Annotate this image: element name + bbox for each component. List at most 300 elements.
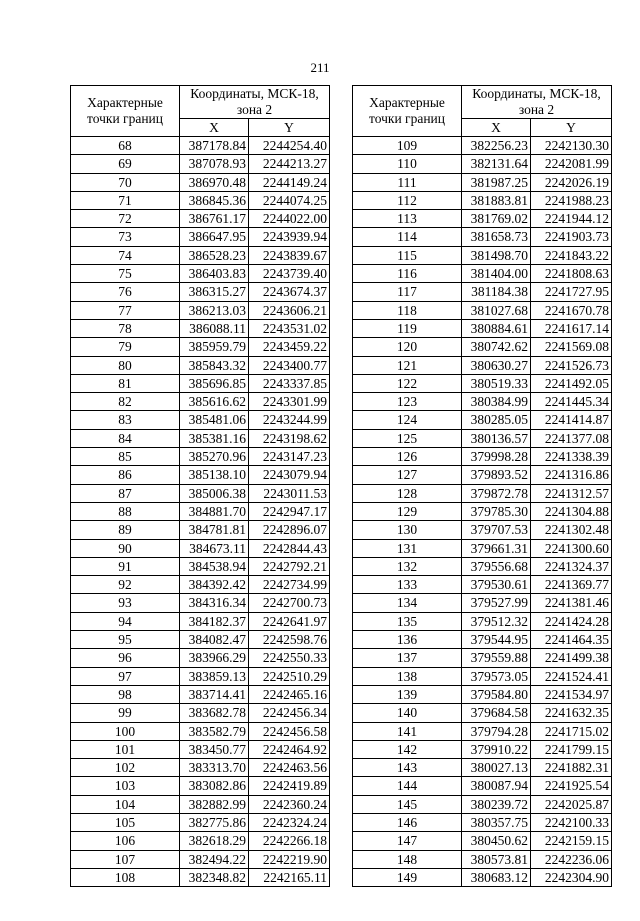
y-coordinate: 2241445.34 bbox=[531, 393, 612, 411]
table-row bbox=[71, 795, 330, 813]
table-row bbox=[71, 667, 330, 685]
y-coordinate: 2242463.56 bbox=[249, 759, 330, 777]
y-coordinate: 2241808.63 bbox=[531, 265, 612, 283]
x-coordinate: 380357.75 bbox=[462, 813, 531, 831]
y-coordinate: 2244022.00 bbox=[249, 210, 330, 228]
y-coordinate: 2241492.05 bbox=[531, 374, 612, 392]
coordinates-table-right bbox=[352, 85, 612, 887]
y-coordinate: 2242456.34 bbox=[249, 704, 330, 722]
point-number: 138 bbox=[353, 667, 462, 685]
point-number: 98 bbox=[71, 685, 180, 703]
x-coordinate: 383582.79 bbox=[180, 722, 249, 740]
point-number: 134 bbox=[353, 594, 462, 612]
x-coordinate: 380285.05 bbox=[462, 411, 531, 429]
y-coordinate: 2241727.95 bbox=[531, 283, 612, 301]
table-row bbox=[353, 338, 612, 356]
table-row bbox=[71, 850, 330, 868]
y-coordinate: 2241843.22 bbox=[531, 246, 612, 264]
table-row bbox=[353, 521, 612, 539]
point-number: 120 bbox=[353, 338, 462, 356]
point-number: 131 bbox=[353, 539, 462, 557]
y-coordinate: 2241312.57 bbox=[531, 484, 612, 502]
x-coordinate: 379584.80 bbox=[462, 685, 531, 703]
x-coordinate: 381027.68 bbox=[462, 301, 531, 319]
point-number: 113 bbox=[353, 210, 462, 228]
table-row bbox=[71, 502, 330, 520]
table-row bbox=[71, 722, 330, 740]
y-coordinate: 2242360.24 bbox=[249, 795, 330, 813]
table-row bbox=[353, 539, 612, 557]
y-coordinate: 2242700.73 bbox=[249, 594, 330, 612]
table-body-right bbox=[353, 137, 612, 887]
x-coordinate: 384881.70 bbox=[180, 502, 249, 520]
y-coordinate: 2242219.90 bbox=[249, 850, 330, 868]
table-row bbox=[71, 137, 330, 155]
y-coordinate: 2243337.85 bbox=[249, 374, 330, 392]
table-row bbox=[353, 777, 612, 795]
x-coordinate: 379910.22 bbox=[462, 740, 531, 758]
y-coordinate: 2243606.21 bbox=[249, 301, 330, 319]
y-coordinate: 2243198.62 bbox=[249, 429, 330, 447]
point-number: 69 bbox=[71, 155, 180, 173]
point-number: 125 bbox=[353, 429, 462, 447]
point-number: 99 bbox=[71, 704, 180, 722]
table-row bbox=[71, 557, 330, 575]
header-boundary-points: Характерные точки границ bbox=[353, 86, 462, 137]
y-coordinate: 2242159.15 bbox=[531, 832, 612, 850]
point-number: 73 bbox=[71, 228, 180, 246]
point-number: 127 bbox=[353, 466, 462, 484]
table-row bbox=[353, 155, 612, 173]
header-y: Y bbox=[531, 119, 612, 137]
point-number: 102 bbox=[71, 759, 180, 777]
point-number: 97 bbox=[71, 667, 180, 685]
table-row bbox=[353, 283, 612, 301]
x-coordinate: 382882.99 bbox=[180, 795, 249, 813]
table-row bbox=[71, 868, 330, 886]
y-coordinate: 2241534.97 bbox=[531, 685, 612, 703]
y-coordinate: 2242510.29 bbox=[249, 667, 330, 685]
x-coordinate: 379556.68 bbox=[462, 557, 531, 575]
x-coordinate: 379893.52 bbox=[462, 466, 531, 484]
x-coordinate: 380087.94 bbox=[462, 777, 531, 795]
y-coordinate: 2242792.21 bbox=[249, 557, 330, 575]
table-row bbox=[71, 612, 330, 630]
table-row bbox=[71, 484, 330, 502]
table-row bbox=[71, 246, 330, 264]
y-coordinate: 2241300.60 bbox=[531, 539, 612, 557]
point-number: 75 bbox=[71, 265, 180, 283]
table-row bbox=[71, 374, 330, 392]
y-coordinate: 2241338.39 bbox=[531, 448, 612, 466]
point-number: 135 bbox=[353, 612, 462, 630]
y-coordinate: 2242130.30 bbox=[531, 137, 612, 155]
table-row bbox=[353, 502, 612, 520]
y-coordinate: 2241324.37 bbox=[531, 557, 612, 575]
x-coordinate: 385270.96 bbox=[180, 448, 249, 466]
y-coordinate: 2243739.40 bbox=[249, 265, 330, 283]
x-coordinate: 382494.22 bbox=[180, 850, 249, 868]
y-coordinate: 2242734.99 bbox=[249, 576, 330, 594]
x-coordinate: 380742.62 bbox=[462, 338, 531, 356]
x-coordinate: 385381.16 bbox=[180, 429, 249, 447]
x-coordinate: 381184.38 bbox=[462, 283, 531, 301]
table-row bbox=[71, 265, 330, 283]
x-coordinate: 386088.11 bbox=[180, 319, 249, 337]
point-number: 77 bbox=[71, 301, 180, 319]
table-row bbox=[71, 356, 330, 374]
x-coordinate: 385696.85 bbox=[180, 374, 249, 392]
point-number: 144 bbox=[353, 777, 462, 795]
x-coordinate: 380630.27 bbox=[462, 356, 531, 374]
table-row bbox=[71, 448, 330, 466]
table-row bbox=[353, 173, 612, 191]
point-number: 79 bbox=[71, 338, 180, 356]
y-coordinate: 2242324.24 bbox=[249, 813, 330, 831]
point-number: 85 bbox=[71, 448, 180, 466]
y-coordinate: 2241715.02 bbox=[531, 722, 612, 740]
y-coordinate: 2242550.33 bbox=[249, 649, 330, 667]
x-coordinate: 380384.99 bbox=[462, 393, 531, 411]
header-y: Y bbox=[249, 119, 330, 137]
point-number: 82 bbox=[71, 393, 180, 411]
y-coordinate: 2241569.08 bbox=[531, 338, 612, 356]
point-number: 95 bbox=[71, 631, 180, 649]
table-row bbox=[353, 649, 612, 667]
y-coordinate: 2242419.89 bbox=[249, 777, 330, 795]
y-coordinate: 2243939.94 bbox=[249, 228, 330, 246]
y-coordinate: 2242266.18 bbox=[249, 832, 330, 850]
point-number: 112 bbox=[353, 191, 462, 209]
x-coordinate: 383313.70 bbox=[180, 759, 249, 777]
table-row bbox=[353, 685, 612, 703]
point-number: 118 bbox=[353, 301, 462, 319]
y-coordinate: 2242464.92 bbox=[249, 740, 330, 758]
point-number: 115 bbox=[353, 246, 462, 264]
y-coordinate: 2244149.24 bbox=[249, 173, 330, 191]
y-coordinate: 2241377.08 bbox=[531, 429, 612, 447]
table-row bbox=[353, 429, 612, 447]
y-coordinate: 2241903.73 bbox=[531, 228, 612, 246]
point-number: 107 bbox=[71, 850, 180, 868]
x-coordinate: 382775.86 bbox=[180, 813, 249, 831]
table-row bbox=[71, 228, 330, 246]
x-coordinate: 383859.13 bbox=[180, 667, 249, 685]
table-row bbox=[353, 137, 612, 155]
table-row bbox=[71, 173, 330, 191]
y-coordinate: 2243011.53 bbox=[249, 484, 330, 502]
y-coordinate: 2242896.07 bbox=[249, 521, 330, 539]
header-x: X bbox=[462, 119, 531, 137]
table-row bbox=[71, 594, 330, 612]
y-coordinate: 2244074.25 bbox=[249, 191, 330, 209]
x-coordinate: 380884.61 bbox=[462, 319, 531, 337]
table-row bbox=[71, 301, 330, 319]
point-number: 123 bbox=[353, 393, 462, 411]
x-coordinate: 380239.72 bbox=[462, 795, 531, 813]
x-coordinate: 379785.30 bbox=[462, 502, 531, 520]
x-coordinate: 382348.82 bbox=[180, 868, 249, 886]
table-row bbox=[353, 576, 612, 594]
y-coordinate: 2242025.87 bbox=[531, 795, 612, 813]
header-coordinates: Координаты, МСК-18, зона 2 bbox=[462, 86, 612, 119]
y-coordinate: 2241988.23 bbox=[531, 191, 612, 209]
table-row bbox=[353, 740, 612, 758]
x-coordinate: 380450.62 bbox=[462, 832, 531, 850]
x-coordinate: 383682.78 bbox=[180, 704, 249, 722]
table-row bbox=[71, 191, 330, 209]
header-x: X bbox=[180, 119, 249, 137]
x-coordinate: 380519.33 bbox=[462, 374, 531, 392]
table-row bbox=[71, 740, 330, 758]
point-number: 88 bbox=[71, 502, 180, 520]
point-number: 126 bbox=[353, 448, 462, 466]
point-number: 68 bbox=[71, 137, 180, 155]
table-row bbox=[353, 246, 612, 264]
table-row bbox=[71, 576, 330, 594]
y-coordinate: 2242236.06 bbox=[531, 850, 612, 868]
x-coordinate: 379872.78 bbox=[462, 484, 531, 502]
x-coordinate: 385138.10 bbox=[180, 466, 249, 484]
x-coordinate: 379661.31 bbox=[462, 539, 531, 557]
x-coordinate: 383082.86 bbox=[180, 777, 249, 795]
point-number: 132 bbox=[353, 557, 462, 575]
y-coordinate: 2241670.78 bbox=[531, 301, 612, 319]
y-coordinate: 2242465.16 bbox=[249, 685, 330, 703]
x-coordinate: 384392.42 bbox=[180, 576, 249, 594]
table-row bbox=[353, 612, 612, 630]
x-coordinate: 386528.23 bbox=[180, 246, 249, 264]
table-row bbox=[353, 704, 612, 722]
table-row bbox=[353, 850, 612, 868]
table-row bbox=[353, 210, 612, 228]
point-number: 142 bbox=[353, 740, 462, 758]
point-number: 81 bbox=[71, 374, 180, 392]
y-coordinate: 2243244.99 bbox=[249, 411, 330, 429]
x-coordinate: 381658.73 bbox=[462, 228, 531, 246]
y-coordinate: 2241617.14 bbox=[531, 319, 612, 337]
point-number: 83 bbox=[71, 411, 180, 429]
table-row bbox=[353, 301, 612, 319]
y-coordinate: 2242165.11 bbox=[249, 868, 330, 886]
y-coordinate: 2241499.38 bbox=[531, 649, 612, 667]
point-number: 149 bbox=[353, 868, 462, 886]
point-number: 146 bbox=[353, 813, 462, 831]
x-coordinate: 384316.34 bbox=[180, 594, 249, 612]
table-row bbox=[71, 521, 330, 539]
point-number: 74 bbox=[71, 246, 180, 264]
table-row bbox=[353, 667, 612, 685]
y-coordinate: 2243839.67 bbox=[249, 246, 330, 264]
table-row bbox=[71, 210, 330, 228]
point-number: 101 bbox=[71, 740, 180, 758]
point-number: 119 bbox=[353, 319, 462, 337]
y-coordinate: 2241381.46 bbox=[531, 594, 612, 612]
x-coordinate: 384781.81 bbox=[180, 521, 249, 539]
point-number: 76 bbox=[71, 283, 180, 301]
point-number: 86 bbox=[71, 466, 180, 484]
table-row bbox=[353, 448, 612, 466]
y-coordinate: 2241882.31 bbox=[531, 759, 612, 777]
x-coordinate: 386970.48 bbox=[180, 173, 249, 191]
point-number: 103 bbox=[71, 777, 180, 795]
x-coordinate: 387078.93 bbox=[180, 155, 249, 173]
point-number: 137 bbox=[353, 649, 462, 667]
point-number: 105 bbox=[71, 813, 180, 831]
table-row bbox=[71, 429, 330, 447]
header-boundary-points: Характерные точки границ bbox=[71, 86, 180, 137]
table-row bbox=[71, 338, 330, 356]
table-row bbox=[71, 704, 330, 722]
table-row bbox=[353, 265, 612, 283]
point-number: 109 bbox=[353, 137, 462, 155]
x-coordinate: 385481.06 bbox=[180, 411, 249, 429]
point-number: 114 bbox=[353, 228, 462, 246]
table-row bbox=[353, 374, 612, 392]
y-coordinate: 2243301.99 bbox=[249, 393, 330, 411]
point-number: 133 bbox=[353, 576, 462, 594]
table-row bbox=[71, 685, 330, 703]
y-coordinate: 2243079.94 bbox=[249, 466, 330, 484]
y-coordinate: 2241944.12 bbox=[531, 210, 612, 228]
x-coordinate: 381769.02 bbox=[462, 210, 531, 228]
point-number: 136 bbox=[353, 631, 462, 649]
x-coordinate: 379998.28 bbox=[462, 448, 531, 466]
y-coordinate: 2241369.77 bbox=[531, 576, 612, 594]
table-row bbox=[353, 191, 612, 209]
table-row bbox=[353, 594, 612, 612]
point-number: 106 bbox=[71, 832, 180, 850]
point-number: 94 bbox=[71, 612, 180, 630]
point-number: 147 bbox=[353, 832, 462, 850]
x-coordinate: 383450.77 bbox=[180, 740, 249, 758]
point-number: 70 bbox=[71, 173, 180, 191]
y-coordinate: 2241316.86 bbox=[531, 466, 612, 484]
point-number: 72 bbox=[71, 210, 180, 228]
point-number: 141 bbox=[353, 722, 462, 740]
x-coordinate: 384673.11 bbox=[180, 539, 249, 557]
point-number: 116 bbox=[353, 265, 462, 283]
y-coordinate: 2241304.88 bbox=[531, 502, 612, 520]
page-number: 211 bbox=[310, 60, 330, 75]
y-coordinate: 2241424.28 bbox=[531, 612, 612, 630]
x-coordinate: 386213.03 bbox=[180, 301, 249, 319]
x-coordinate: 379684.58 bbox=[462, 704, 531, 722]
y-coordinate: 2242641.97 bbox=[249, 612, 330, 630]
y-coordinate: 2242844.43 bbox=[249, 539, 330, 557]
point-number: 93 bbox=[71, 594, 180, 612]
table-row bbox=[71, 631, 330, 649]
x-coordinate: 386403.83 bbox=[180, 265, 249, 283]
x-coordinate: 385616.62 bbox=[180, 393, 249, 411]
point-number: 139 bbox=[353, 685, 462, 703]
point-number: 90 bbox=[71, 539, 180, 557]
x-coordinate: 385959.79 bbox=[180, 338, 249, 356]
point-number: 121 bbox=[353, 356, 462, 374]
y-coordinate: 2241526.73 bbox=[531, 356, 612, 374]
y-coordinate: 2243400.77 bbox=[249, 356, 330, 374]
table-row bbox=[353, 557, 612, 575]
x-coordinate: 379527.99 bbox=[462, 594, 531, 612]
table-row bbox=[353, 759, 612, 777]
y-coordinate: 2244254.40 bbox=[249, 137, 330, 155]
x-coordinate: 379530.61 bbox=[462, 576, 531, 594]
table-row bbox=[353, 795, 612, 813]
table-row bbox=[71, 393, 330, 411]
table-row bbox=[353, 411, 612, 429]
y-coordinate: 2242304.90 bbox=[531, 868, 612, 886]
table-row bbox=[353, 466, 612, 484]
table-row bbox=[353, 356, 612, 374]
table-row bbox=[353, 484, 612, 502]
x-coordinate: 380027.13 bbox=[462, 759, 531, 777]
x-coordinate: 380136.57 bbox=[462, 429, 531, 447]
y-coordinate: 2241414.87 bbox=[531, 411, 612, 429]
table-row bbox=[71, 319, 330, 337]
table-row bbox=[353, 813, 612, 831]
point-number: 122 bbox=[353, 374, 462, 392]
y-coordinate: 2243531.02 bbox=[249, 319, 330, 337]
table-row bbox=[353, 228, 612, 246]
point-number: 124 bbox=[353, 411, 462, 429]
point-number: 84 bbox=[71, 429, 180, 447]
table-row bbox=[71, 813, 330, 831]
y-coordinate: 2242100.33 bbox=[531, 813, 612, 831]
table-row bbox=[71, 466, 330, 484]
y-coordinate: 2242947.17 bbox=[249, 502, 330, 520]
x-coordinate: 379512.32 bbox=[462, 612, 531, 630]
point-number: 110 bbox=[353, 155, 462, 173]
table-row bbox=[353, 868, 612, 886]
point-number: 143 bbox=[353, 759, 462, 777]
x-coordinate: 380573.81 bbox=[462, 850, 531, 868]
point-number: 140 bbox=[353, 704, 462, 722]
y-coordinate: 2242026.19 bbox=[531, 173, 612, 191]
table-row bbox=[71, 155, 330, 173]
point-number: 71 bbox=[71, 191, 180, 209]
x-coordinate: 380683.12 bbox=[462, 868, 531, 886]
x-coordinate: 379544.95 bbox=[462, 631, 531, 649]
table-row bbox=[71, 649, 330, 667]
table-row bbox=[71, 539, 330, 557]
table-row bbox=[71, 832, 330, 850]
table-row bbox=[71, 759, 330, 777]
point-number: 92 bbox=[71, 576, 180, 594]
table-row bbox=[71, 411, 330, 429]
y-coordinate: 2241632.35 bbox=[531, 704, 612, 722]
point-number: 80 bbox=[71, 356, 180, 374]
point-number: 129 bbox=[353, 502, 462, 520]
table-row bbox=[353, 832, 612, 850]
x-coordinate: 383966.29 bbox=[180, 649, 249, 667]
y-coordinate: 2241302.48 bbox=[531, 521, 612, 539]
x-coordinate: 384182.37 bbox=[180, 612, 249, 630]
x-coordinate: 379707.53 bbox=[462, 521, 531, 539]
x-coordinate: 383714.41 bbox=[180, 685, 249, 703]
point-number: 148 bbox=[353, 850, 462, 868]
point-number: 111 bbox=[353, 173, 462, 191]
x-coordinate: 379559.88 bbox=[462, 649, 531, 667]
x-coordinate: 384538.94 bbox=[180, 557, 249, 575]
x-coordinate: 385006.38 bbox=[180, 484, 249, 502]
point-number: 104 bbox=[71, 795, 180, 813]
x-coordinate: 384082.47 bbox=[180, 631, 249, 649]
point-number: 108 bbox=[71, 868, 180, 886]
point-number: 145 bbox=[353, 795, 462, 813]
y-coordinate: 2241925.54 bbox=[531, 777, 612, 795]
x-coordinate: 381987.25 bbox=[462, 173, 531, 191]
point-number: 87 bbox=[71, 484, 180, 502]
